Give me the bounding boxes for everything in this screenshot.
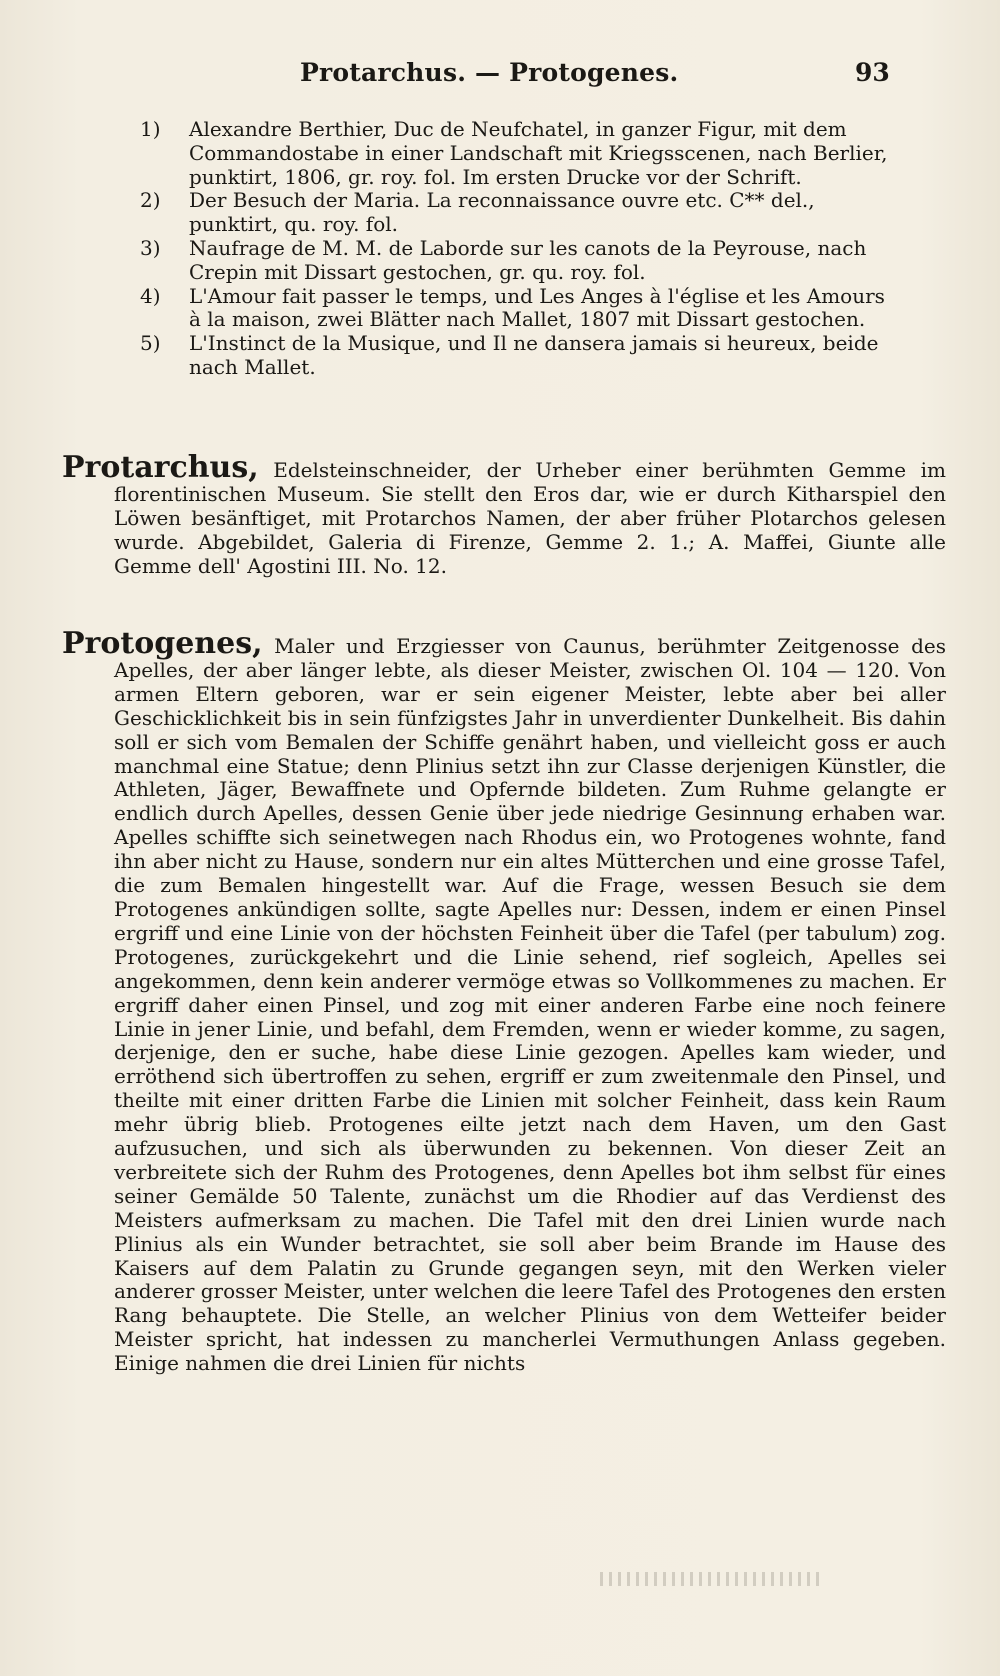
entry-protogenes — [62, 626, 947, 1376]
list-item — [140, 118, 900, 189]
page-number: 93 — [855, 58, 890, 87]
list-item — [140, 189, 900, 237]
work-text: L'Instinct de la Musique, und Il ne dansera jamais si heureux, beide nach Mallet. — [189, 331, 879, 379]
list-item — [140, 237, 900, 285]
work-number: 3) — [140, 235, 161, 260]
work-text: L'Amour fait passer le temps, und Les Anges à l'église et les Amours à la maison, zwei Blätter nach Mallet, 1807 mit Dissart gestochen. — [189, 283, 885, 332]
headword-protarchus: Protarchus, — [62, 450, 259, 485]
work-number: 4) — [140, 283, 161, 308]
page-header — [0, 58, 1000, 98]
work-text: Naufrage de M. M. de Laborde sur les canots de la Peyrouse, nach Crepin mit Dissart gestochen, gr. qu. roy. fol. — [189, 235, 867, 284]
list-item — [140, 332, 900, 380]
entry-body-protarchus: Edelsteinschneider, der Urheber einer berühmten Gemme im florentinischen Museum. Sie stellt den Eros dar, wie er durch Kitharspiel den Löwen besänftiget, mit Protarchos Namen, der aber früher Plotarchos gelesen wurde. Abgebildet, Galeria di Firenze, Gemme 2. 1.; A. Maffei, Giunte alle Gemme dell' Agostini III. No. 12. — [114, 458, 947, 578]
list-item — [140, 285, 900, 333]
entry-protarchus — [62, 450, 947, 579]
headword-protogenes: Protogenes, — [62, 626, 263, 661]
running-head: Protarchus. — Protogenes. — [300, 58, 679, 87]
work-number: 1) — [140, 117, 161, 141]
work-number: 2) — [140, 188, 161, 213]
entry-body-protogenes: Maler und Erzgiesser von Caunus, berühmter Zeitgenosse des Apelles, der aber länger lebte, als dieser Meister, zwischen Ol. 104 — 120. Von armen Eltern geboren, war er sein eigener Meister, lebte aber bei aller Geschicklichkeit bis in sein fünfzigstes Jahr in unverdienter Dunkelheit. Bis dahin soll er sich vom Bemalen der Schiffe genährt haben, und vielleicht goss er auch manchmal eine Statue; denn Plinius setzt ihn zur Classe derjenigen Künstler, die Athleten, Jäger, Bewaffnete und Opfernde bildeten. Zum Ruhme gelangte er endlich durch Apelles, dessen Genie über jede niedrige Gesinnung erhaben war. Apelles schiffte sich seinetwegen nach Rhodus ein, wo Protogenes wohnte, fand ihn aber nicht zu Hause, sondern nur ein altes Mütterchen und eine grosse Tafel, die zum Bemalen hingestellt war. Auf die Frage, wessen Besuch sie dem Protogenes ankündigen sollte, sagte Apelles nur: Dessen, indem er einen Pinsel ergriff und eine Linie von der höchsten Feinheit über die Tafel (per tabulum) zog. Protogenes, zurückgekehrt und die Linie sehend, rief sogleich, Apelles sei angekommen, denn kein anderer vermöge etwas so Vollkommenes zu machen. Er ergriff daher einen Pinsel, und zog mit einer anderen Farbe eine noch feinere Linie in jener Linie, und befahl, dem Fremden, wenn er wieder komme, zu sagen, derjenige, den er suche, habe diese Linie gezogen. Apelles kam wieder, und erröthend sich übertroffen zu sehen, ergriff er zum zweitenmale den Pinsel, und theilte mit einer dritten Farbe die Linien mit solcher Feinheit, dass kein Raum mehr übrig blieb. Protogenes eilte jetzt nach dem Haven, um den Gast aufzusuchen, und sich als überwunden zu bekennen. Von dieser Zeit an verbreitete sich der Ruhm des Protogenes, denn Apelles bot ihm selbst für eines seiner Gemälde 50 Talente, zunächst um die Rhodier auf das Verdienst des Meisters aufmerksam zu machen. Die Tafel mit den drei Linien wurde nach Plinius als ein Wunder betrachtet, sie soll aber beim Brande im Hause des Kaisers auf dem Palatin zu Grunde gegangen seyn, mit den Werken vieler anderer grosser Meister, unter welchen die leere Tafel des Protogenes den ersten Rang behauptete. Die Stelle, an welcher Plinius von dem Wetteifer beider Meister spricht, hat indessen zu mancherlei Vermuthungen Anlass gegeben. Einige nahmen die drei Linien für nichts — [114, 634, 947, 1376]
work-text: Der Besuch der Maria. La reconnaissance ouvre etc. C** del., punktirt, qu. roy. fol. — [189, 188, 815, 237]
print-smudge — [600, 1572, 820, 1586]
work-text: Alexandre Berthier, Duc de Neufchatel, in ganzer Figur, mit dem Commandostabe in einer Landschaft mit Kriegsscenen, nach Berlier, punktirt, 1806, gr. roy. fol. Im ersten Drucke vor der Schrift. — [189, 117, 888, 189]
work-number: 5) — [140, 331, 161, 356]
works-list — [140, 118, 900, 380]
